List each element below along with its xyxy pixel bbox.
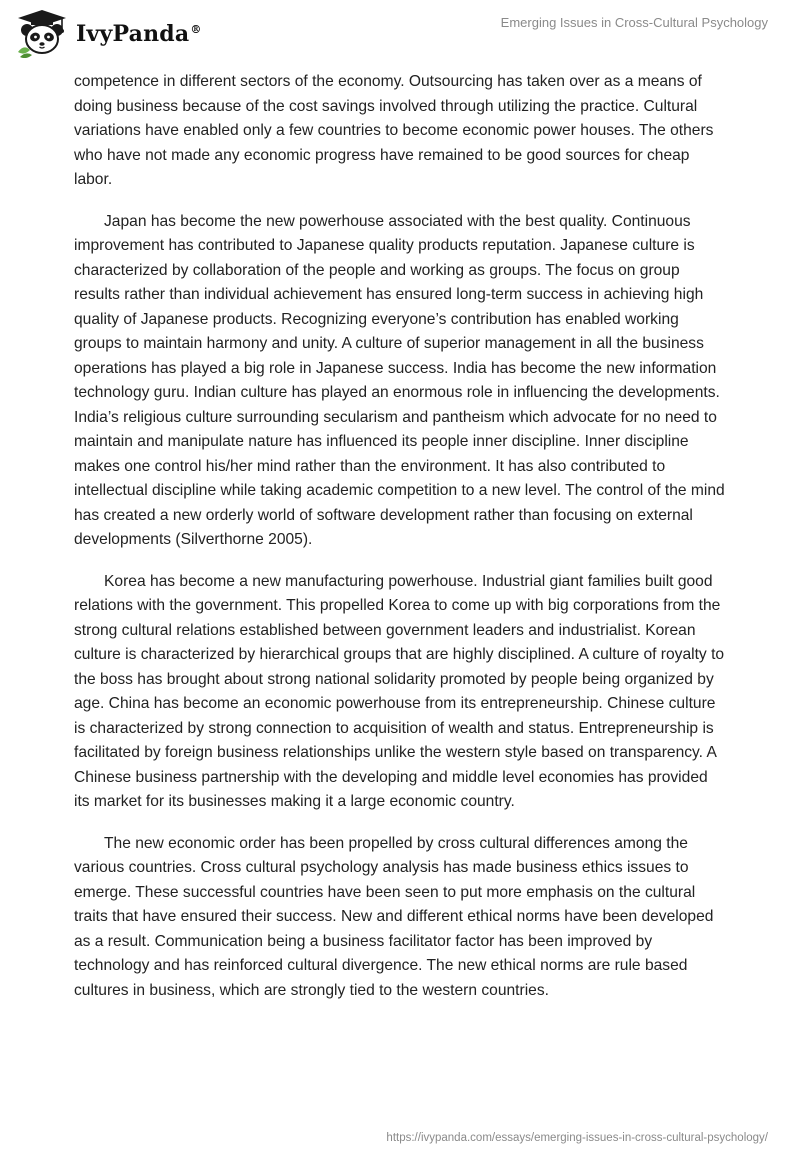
brand-name-text: IvyPanda — [76, 21, 190, 47]
ivypanda-logo[interactable] — [14, 8, 202, 58]
paragraph-4: The new economic order has been propelled by cross cultural differences among the various countries. Cross cultural psychology analysis has made business ethics issues to emerge. These successful countries have been seen to put more emphasis on the cultural traits that have ensured their success. New and different ethical norms have been developed as a result. Communication being a business facilitator factor has been improved by technology and has reinforced cultural divergence. The new ethical norms are rule based cultures in business, which are strongly tied to the western countries. — [74, 834, 714, 999]
essay-body — [74, 70, 726, 1020]
paragraph-1: competence in different sectors of the economy. Outsourcing has taken over as a means of doing business because of the cost savings involved through utilizing the practice. Cultural variations have enabled only a few countries to become economic power houses. The others who have not made any economic progress have remained to be good sources for cheap labor. — [74, 73, 714, 188]
brand-name — [76, 21, 202, 47]
paragraph-2: Japan has become the new powerhouse associated with the best quality. Continuous improvement has contributed to Japanese quality products reputation. Japanese culture is characterized by collaboration of the people and working as groups. The focus on group results rather than individual achievement has ensured long-term success in achieving high quality of Japanese products. Recognizing everyone’s contribution has enabled working groups to maintain harmony and unity. A culture of superior management in all the business operations has played a big role in Japanese success. India has become the new information technology guru. Indian culture has played an enormous role in influencing the developments. India’s religious culture surrounding secularism and pantheism which advocate for no need to maintain and manipulate nature has influenced its people inner discipline. Inner discipline makes one control his/her mind rather than the environment. It has also contributed to intellectual discipline while taking academic competition to a new level. The control of the mind has created a new orderly world of software development rather than focusing on external developments (Silverthorne 2005). — [74, 212, 725, 548]
registered-mark: ® — [190, 22, 202, 36]
page-header — [0, 0, 800, 70]
panda-graduate-icon — [14, 8, 70, 58]
paragraph-3: Korea has become a new manufacturing powerhouse. Industrial giant families built good relations with the government. This propelled Korea to come up with big corporations from the strong cultural relations established between government leaders and industrialist. Korean culture is characterized by hierarchical groups that are highly disciplined. A culture of royalty to the boss has brought about strong national solidarity promoted by people being organized by age. China has become an economic powerhouse from its entrepreneurship. Chinese culture is characterized by strong connection to acquisition of wealth and status. Entrepreneurship is facilitated by foreign business relationships unlike the western style based on transparency. A Chinese business partnership with the developing and middle level economies has provided its market for its businesses making it a large economic country. — [74, 572, 725, 810]
source-url[interactable]: https://ivypanda.com/essays/emerging-issues-in-cross-cultural-psychology/ — [386, 1132, 768, 1144]
document-title: Emerging Issues in Cross-Cultural Psychology — [500, 15, 768, 30]
